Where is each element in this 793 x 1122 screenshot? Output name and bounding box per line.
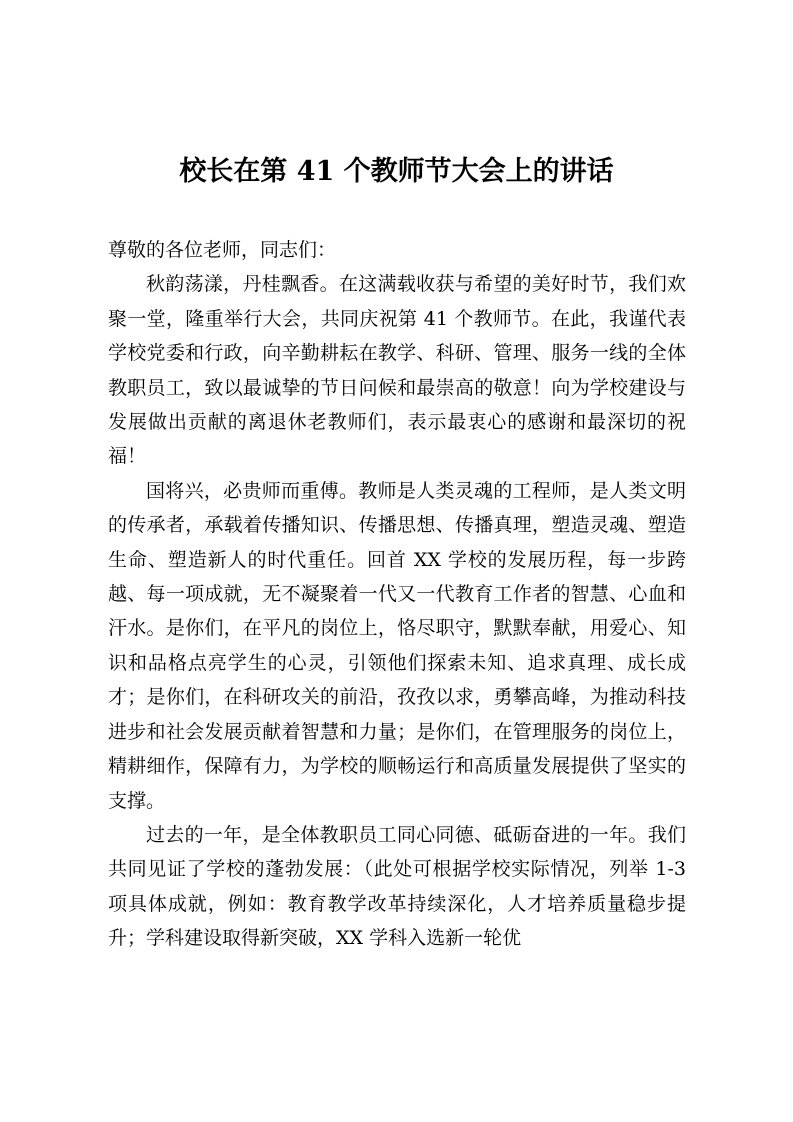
document-body	[108, 233, 686, 956]
paragraph-3: 过去的一年，是全体教职员工同心同德、砥砺奋进的一年。我们共同见证了学校的蓬勃发展：（此处可根据学校实际情况，列举 1-3 项具体成就，例如：教育教学改革持续深化，人才培养质量稳步提升；学科建设取得新突破，XX 学科入选新一轮优	[108, 823, 686, 950]
paragraph-2: 国将兴，必贵师而重傅。教师是人类灵魂的工程师，是人类文明的传承者，承载着传播知识、传播思想、传播真理，塑造灵魂、塑造生命、塑造新人的时代重任。回首 XX 学校的发展历程，每一步跨越、每一项成就，无不凝聚着一代又一代教育工作者的智慧、心血和汗水。是你们，在平凡的岗位上，恪尽职守，默默奉献，用爱心、知识和品格点亮学生的心灵，引领他们探索未知、追求真理、成长成才；是你们，在科研攻关的前沿，孜孜以求，勇攀高峰，为推动科技进步和社会发展贡献着智慧和力量；是你们，在管理服务的岗位上，精耕细作，保障有力，为学校的顺畅运行和高质量发展提供了坚实的支撑。	[108, 479, 686, 812]
document-title: 校长在第 41 个教师节大会上的讲话	[179, 156, 614, 187]
salutation: 尊敬的各位老师，同志们：	[108, 239, 337, 261]
paragraph-1: 秋韵荡漾，丹桂飘香。在这满载收获与希望的美好时节，我们欢聚一堂，隆重举行大会，共同庆祝第 41 个教师节。在此，我谨代表学校党委和行政，向辛勤耕耘在教学、科研、管理、服务一线的全体教职员工，致以最诚挚的节日问候和最崇高的敬意！向为学校建设与发展做出贡献的离退休老教师们，表示最衷心的感谢和最深切的祝福！	[108, 273, 686, 468]
